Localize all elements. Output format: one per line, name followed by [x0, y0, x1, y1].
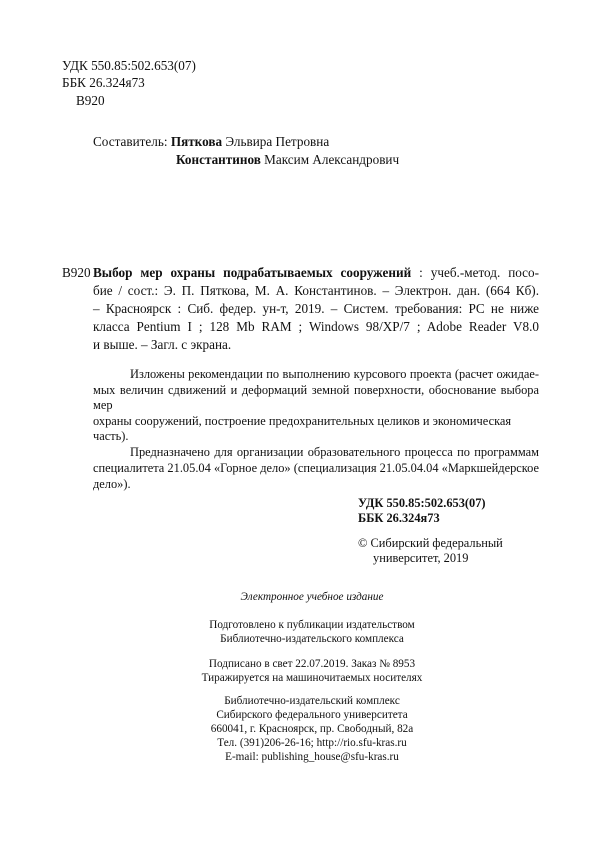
abstract-p2-line-2: специалитета 21.05.04 «Горное дело» (специализация 21.05.04.04 «Маркшейдерское	[93, 461, 539, 475]
imprint-edition-type: Электронное учебное издание	[240, 591, 384, 603]
compilers-label: Составитель:	[93, 134, 168, 149]
header-udk: УДК 550.85:502.653(07)	[62, 58, 196, 73]
bib-line-3: – Красноярск : Сиб. федер. ун-т, 2019. – Систем. требования: PC не ниже	[93, 301, 539, 316]
imprint-publisher-line-4: Тел. (391)206-26-16; http://rio.sfu-kras.ru	[217, 737, 407, 749]
compilers-line-2	[176, 152, 399, 168]
classification-bbk: ББК 26.324я73	[358, 511, 440, 525]
abstract-p2-line-1: Предназначено для организации образовательного процесса по программам	[130, 445, 539, 459]
imprint-publisher-line-3: 660041, г. Красноярск, пр. Свободный, 82а	[210, 723, 414, 735]
header-code: В920	[76, 93, 105, 108]
imprint-prepared-line-1: Подготовлено к публикации издательством	[209, 619, 415, 631]
bib-code: В920	[62, 265, 91, 280]
abstract	[93, 367, 539, 492]
bib-title: Выбор мер охраны подрабатываемых сооружений	[93, 265, 412, 280]
compiler-2-surname: Константинов	[176, 152, 261, 167]
abstract-p1-line-2: мых величин сдвижений и деформаций земной поверхности, обоснование выбора мер	[93, 383, 539, 412]
imprint-prepared-line-2: Библиотечно-издательского комплекса	[220, 633, 404, 645]
copyright-line-1: © Сибирский федеральный	[358, 536, 503, 550]
imprint-publisher-line-2: Сибирского федерального университета	[216, 709, 408, 721]
bib-record	[93, 265, 539, 353]
bib-line-1-rest: : учеб.-метод. посо-	[419, 265, 540, 280]
compiler-2-names: Максим Александрович	[264, 152, 400, 167]
imprint-signed-line-1: Подписано в свет 22.07.2019. Заказ № 8953	[208, 658, 416, 670]
abstract-p1-line-1: Изложены рекомендации по выполнению курсового проекта (расчет ожидае-	[130, 367, 539, 381]
bib-line-4: класса Pentium I ; 128 Mb RAM ; Windows 98/XP/7 ; Adobe Reader V8.0	[93, 319, 539, 334]
abstract-p1-line-3: охраны сооружений, построение предохранительных целиков и экономическая часть).	[93, 414, 512, 443]
imprint-publisher-line-5: E-mail: publishing_house@sfu-kras.ru	[225, 751, 399, 763]
bib-line-2: бие / сост.: Э. П. Пяткова, М. А. Константинов. – Электрон. дан. (664 Кб).	[93, 283, 539, 298]
classification-udk: УДК 550.85:502.653(07)	[358, 496, 486, 510]
bib-line-5: и выше. – Загл. с экрана.	[93, 337, 232, 352]
bib-line-1	[93, 265, 539, 281]
compiler-1-names: Эльвира Петровна	[225, 134, 330, 149]
imprint-publisher-line-1: Библиотечно-издательский комплекс	[224, 695, 400, 707]
header-bbk: ББК 26.324я73	[62, 75, 145, 90]
imprint-signed-line-2: Тиражируется на машиночитаемых носителях	[201, 672, 423, 684]
copyright-line-2: университет, 2019	[373, 551, 469, 565]
abstract-p2-line-3: дело»).	[93, 477, 131, 491]
compilers-line-1	[93, 134, 329, 150]
compiler-1-surname: Пяткова	[170, 134, 223, 149]
